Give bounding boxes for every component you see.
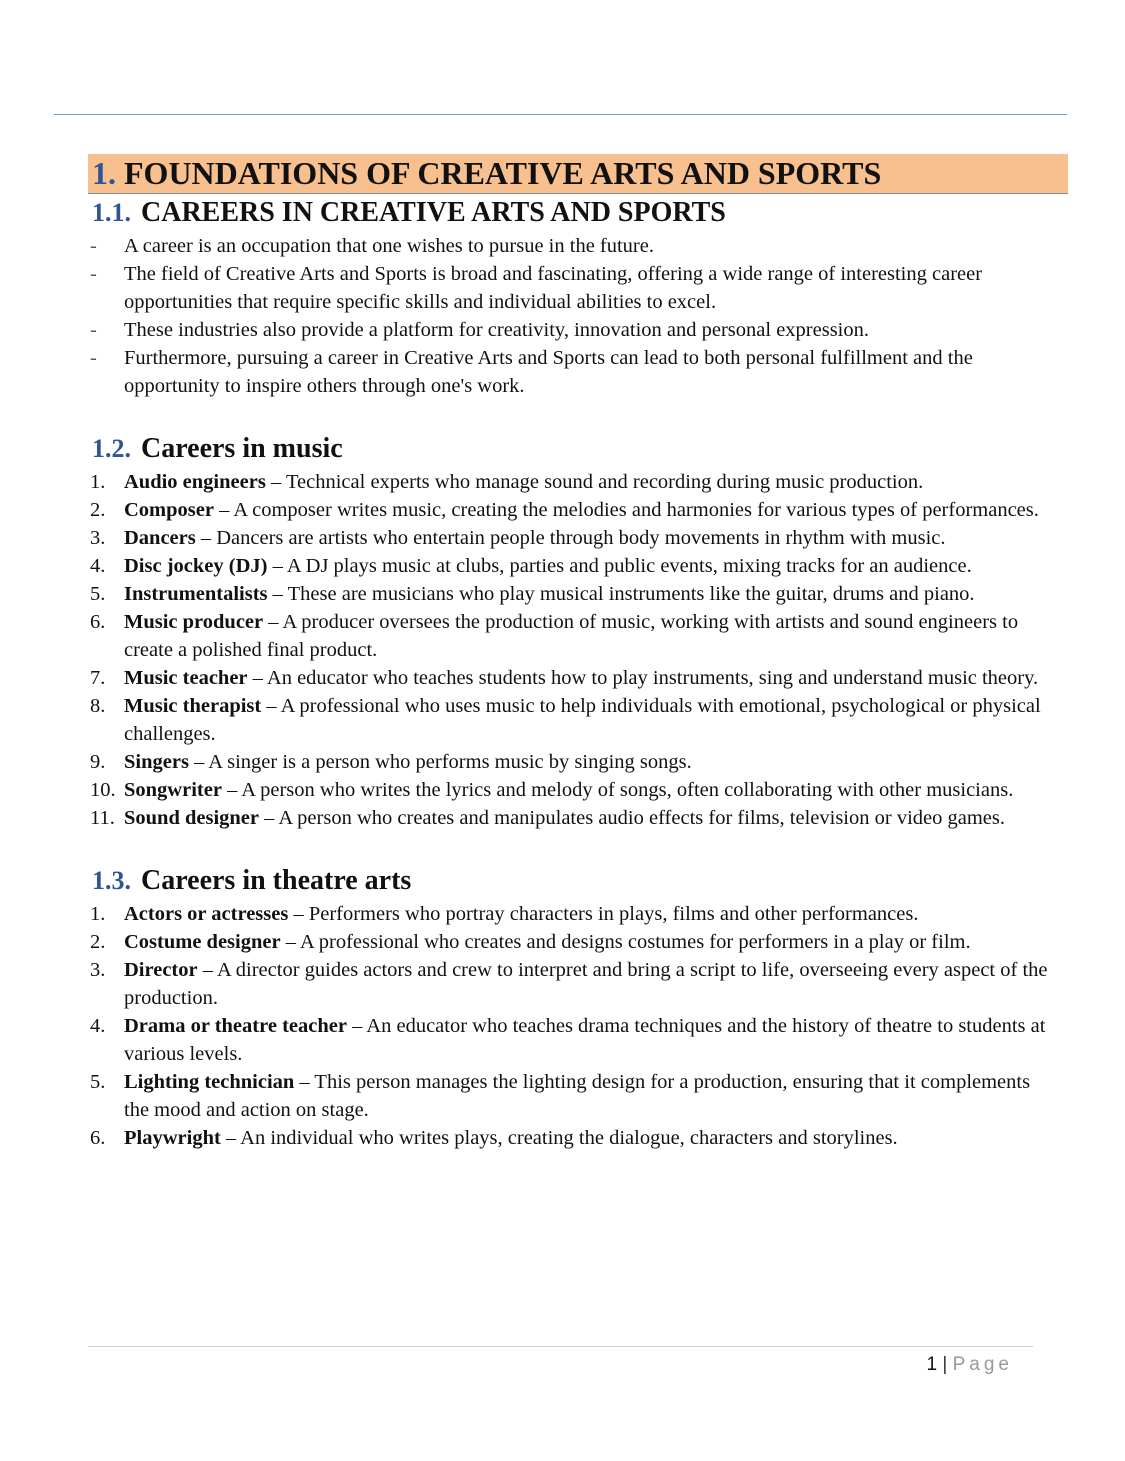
item-number: 8.: [90, 695, 106, 717]
career-term: Disc jockey (DJ): [124, 555, 268, 577]
career-description: – An individual who writes plays, creating the dialogue, characters and storylines.: [220, 1127, 898, 1149]
section-title: CAREERS IN CREATIVE ARTS AND SPORTS: [141, 197, 726, 228]
item-number: 4.: [90, 555, 106, 577]
career-term: Director: [124, 959, 198, 981]
list-item: [88, 748, 1060, 776]
career-description: – A professional who creates and designs costumes for performers in a play or film.: [280, 931, 971, 953]
list-item: [88, 316, 1060, 344]
career-term: Music producer: [124, 611, 264, 633]
bullet-dash: -: [90, 263, 97, 285]
list-item: [88, 928, 1060, 956]
career-term: Sound designer: [124, 807, 260, 829]
item-number: 2.: [90, 931, 106, 953]
section-title: Careers in theatre arts: [141, 865, 412, 896]
section-heading-1-1: [88, 194, 1068, 232]
career-description: – A composer writes music, creating the melodies and harmonies for various types of performances.: [213, 499, 1039, 521]
bullet-text: These industries also provide a platform for creativity, innovation and personal expression.: [124, 319, 870, 341]
career-description: – A singer is a person who performs music by singing songs.: [188, 751, 692, 773]
bullet-text: Furthermore, pursuing a career in Creative Arts and Sports can lead to both personal fulfillment and the opportunity to inspire others through one's work.: [124, 347, 973, 397]
list-item: [88, 956, 1060, 1012]
career-term: Songwriter: [124, 779, 222, 801]
list-item: [88, 496, 1060, 524]
career-term: Composer: [124, 499, 214, 521]
bullet-dash: -: [90, 235, 97, 257]
bullet-dash: -: [90, 319, 97, 341]
career-description: – A person who writes the lyrics and melody of songs, often collaborating with other musicians.: [221, 779, 1014, 801]
career-term: Audio engineers: [124, 471, 266, 493]
theatre-careers-list: [88, 900, 1068, 1152]
item-number: 1.: [90, 471, 106, 493]
chapter-title: FOUNDATIONS OF CREATIVE ARTS AND SPORTS: [124, 155, 882, 191]
career-term: Drama or theatre teacher: [124, 1015, 347, 1037]
career-description: – Performers who portray characters in plays, films and other performances.: [288, 903, 919, 925]
item-number: 4.: [90, 1015, 106, 1037]
career-term: Actors or actresses: [124, 903, 289, 925]
section-number: 1.3.: [92, 866, 131, 895]
career-description: – A DJ plays music at clubs, parties and public events, mixing tracks for an audience.: [267, 555, 972, 577]
section-number: 1.1.: [92, 198, 131, 227]
list-item: [88, 344, 1060, 400]
item-number: 6.: [90, 1127, 106, 1149]
section-heading-1-2: [88, 430, 1068, 468]
career-term: Music therapist: [124, 695, 262, 717]
page-label: Page: [952, 1354, 1013, 1375]
career-description: – This person manages the lighting design for a production, ensuring that it complements the mood and action on stage.: [124, 1071, 1031, 1121]
career-term: Playwright: [124, 1127, 221, 1149]
page-content: [88, 154, 1068, 1152]
career-term: Singers: [124, 751, 189, 773]
list-item: [88, 608, 1060, 664]
career-term: Music teacher: [124, 667, 248, 689]
career-description: – Dancers are artists who entertain people through body movements in rhythm with music.: [195, 527, 946, 549]
item-number: 9.: [90, 751, 106, 773]
bullet-text: The field of Creative Arts and Sports is broad and fascinating, offering a wide range of interesting career opportunities that require specific skills and individual abilities to excel.: [124, 263, 983, 313]
item-number: 1.: [90, 903, 106, 925]
career-description: – A person who creates and manipulates audio effects for films, television or video games.: [259, 807, 1005, 829]
bullet-text: A career is an occupation that one wishes to pursue in the future.: [124, 235, 654, 257]
chapter-number: 1.: [92, 155, 116, 191]
careers-bullet-list: [88, 232, 1068, 400]
career-description: – An educator who teaches drama techniques and the history of theatre to students at various levels.: [124, 1015, 1046, 1065]
bullet-dash: -: [90, 347, 97, 369]
music-careers-list: [88, 468, 1068, 832]
list-item: [88, 664, 1060, 692]
list-item: [88, 1068, 1060, 1124]
list-item: [88, 804, 1060, 832]
header-rule: [54, 114, 1067, 115]
footer-separator: |: [942, 1354, 948, 1375]
item-number: 5.: [90, 1071, 106, 1093]
career-term: Costume designer: [124, 931, 281, 953]
item-number: 10.: [90, 779, 116, 801]
list-item: [88, 776, 1060, 804]
page-number: 1: [926, 1354, 938, 1375]
item-number: 2.: [90, 499, 106, 521]
career-description: – An educator who teaches students how to play instruments, sing and understand music theory.: [247, 667, 1039, 689]
section-number: 1.2.: [92, 434, 131, 463]
item-number: 5.: [90, 583, 106, 605]
chapter-heading: [88, 154, 1068, 194]
career-description: – A director guides actors and crew to interpret and bring a script to life, overseeing every aspect of the production.: [124, 959, 1048, 1009]
list-item: [88, 692, 1060, 748]
item-number: 3.: [90, 959, 106, 981]
list-item: [88, 552, 1060, 580]
section-heading-1-3: [88, 862, 1068, 900]
list-item: [88, 468, 1060, 496]
career-term: Dancers: [124, 527, 196, 549]
list-item: [88, 1012, 1060, 1068]
section-title: Careers in music: [141, 433, 343, 464]
footer-rule: [88, 1346, 1033, 1347]
career-description: – Technical experts who manage sound and recording during music production.: [265, 471, 924, 493]
item-number: 6.: [90, 611, 106, 633]
career-description: – A professional who uses music to help individuals with emotional, psychological or physical challenges.: [124, 695, 1041, 745]
career-description: – These are musicians who play musical instruments like the guitar, drums and piano.: [267, 583, 975, 605]
page-footer: [927, 1352, 1013, 1378]
list-item: [88, 1124, 1060, 1152]
item-number: 11.: [90, 807, 115, 829]
list-item: [88, 232, 1060, 260]
list-item: [88, 260, 1060, 316]
item-number: 7.: [90, 667, 106, 689]
career-term: Instrumentalists: [124, 583, 268, 605]
career-term: Lighting technician: [124, 1071, 295, 1093]
list-item: [88, 900, 1060, 928]
list-item: [88, 580, 1060, 608]
career-description: – A producer oversees the production of music, working with artists and sound engineers to create a polished final product.: [124, 611, 1019, 661]
list-item: [88, 524, 1060, 552]
item-number: 3.: [90, 527, 106, 549]
